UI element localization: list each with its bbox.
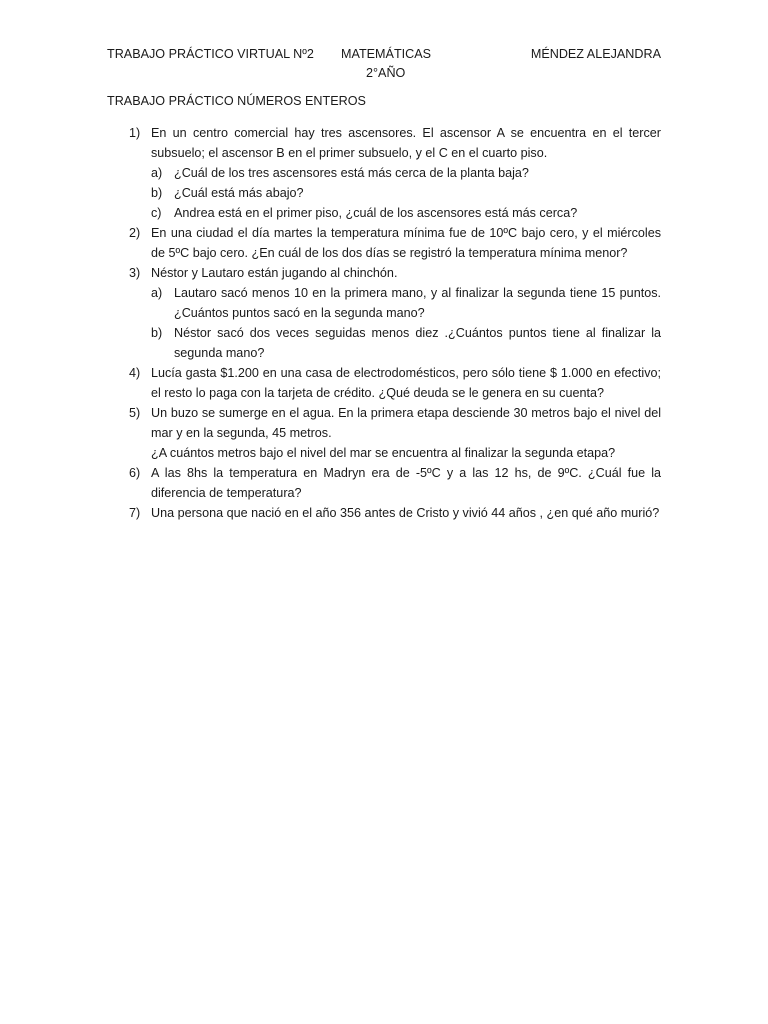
subitem-letter: b) (151, 186, 163, 200)
subitem-letter: c) (151, 206, 162, 220)
problem-text: En un centro comercial hay tres ascensores. El ascensor A se encuentra en el tercer subsuelo; el ascensor B en el primer subsuelo, y el C en el cuarto piso. (151, 126, 661, 160)
problem-number: 4) (129, 366, 141, 380)
subitem-text: Néstor sacó dos veces seguidas menos diez .¿Cuántos puntos tiene al finalizar la segunda mano? (174, 326, 661, 360)
problem-text: En una ciudad el día martes la temperatura mínima fue de 10ºC bajo cero, y el miércoles de 5ºC bajo cero. ¿En cuál de los dos días se registró la temperatura mínima menor? (151, 226, 661, 260)
problem-subitem (151, 283, 661, 323)
header-grade: 2°AÑO (366, 66, 406, 80)
header-assignment-title: TRABAJO PRÁCTICO VIRTUAL Nº2 (107, 47, 314, 61)
problem-subitem (151, 203, 661, 223)
problem-subitem (151, 183, 661, 203)
problem-number: 6) (129, 466, 141, 480)
problem-text: Lucía gasta $1.200 en una casa de electrodomésticos, pero sólo tiene $ 1.000 en efectivo; el resto lo paga con la tarjeta de crédito. ¿Qué deuda se le genera en su cuenta? (151, 366, 661, 400)
subitem-text: ¿Cuál de los tres ascensores está más cerca de la planta baja? (174, 166, 529, 180)
subitem-text: Andrea está en el primer piso, ¿cuál de los ascensores está más cerca? (174, 206, 578, 220)
subitem-letter: a) (151, 286, 163, 300)
problem-question: ¿A cuántos metros bajo el nivel del mar se encuentra al finalizar la segunda etapa? (151, 446, 616, 460)
problem-item (107, 403, 661, 463)
problem-subitem (151, 163, 661, 183)
problem-item (107, 463, 661, 503)
problem-item (107, 123, 661, 223)
section-title: TRABAJO PRÁCTICO NÚMEROS ENTEROS (107, 94, 366, 108)
problem-list (107, 123, 661, 523)
problem-number: 7) (129, 506, 141, 520)
problem-number: 5) (129, 406, 141, 420)
problem-number: 2) (129, 226, 141, 240)
subitem-letter: b) (151, 326, 163, 340)
problem-item (107, 503, 661, 523)
header-author: MÉNDEZ ALEJANDRA (530, 47, 661, 61)
problem-number: 3) (129, 266, 141, 280)
header-subject: MATEMÁTICAS (341, 47, 432, 61)
subitem-text: ¿Cuál está más abajo? (174, 186, 304, 200)
problem-item (107, 263, 661, 363)
problem-number: 1) (129, 126, 141, 140)
subitem-text: Lautaro sacó menos 10 en la primera mano, y al finalizar la segunda tiene 15 puntos. ¿Cuántos puntos sacó en la segunda mano? (174, 286, 661, 320)
problem-text: Un buzo se sumerge en el agua. En la primera etapa desciende 30 metros bajo el nivel del mar y en la segunda, 45 metros. (151, 406, 661, 440)
problem-item (107, 363, 661, 403)
subitem-letter: a) (151, 166, 163, 180)
problem-text: Una persona que nació en el año 356 antes de Cristo y vivió 44 años , ¿en qué año murió? (151, 506, 660, 520)
problem-text: Néstor y Lautaro están jugando al chinchón. (151, 266, 398, 280)
problem-subitem (151, 323, 661, 363)
problem-text: A las 8hs la temperatura en Madryn era de -5ºC y a las 12 hs, de 9ºC. ¿Cuál fue la diferencia de temperatura? (151, 466, 661, 500)
problem-item (107, 223, 661, 263)
